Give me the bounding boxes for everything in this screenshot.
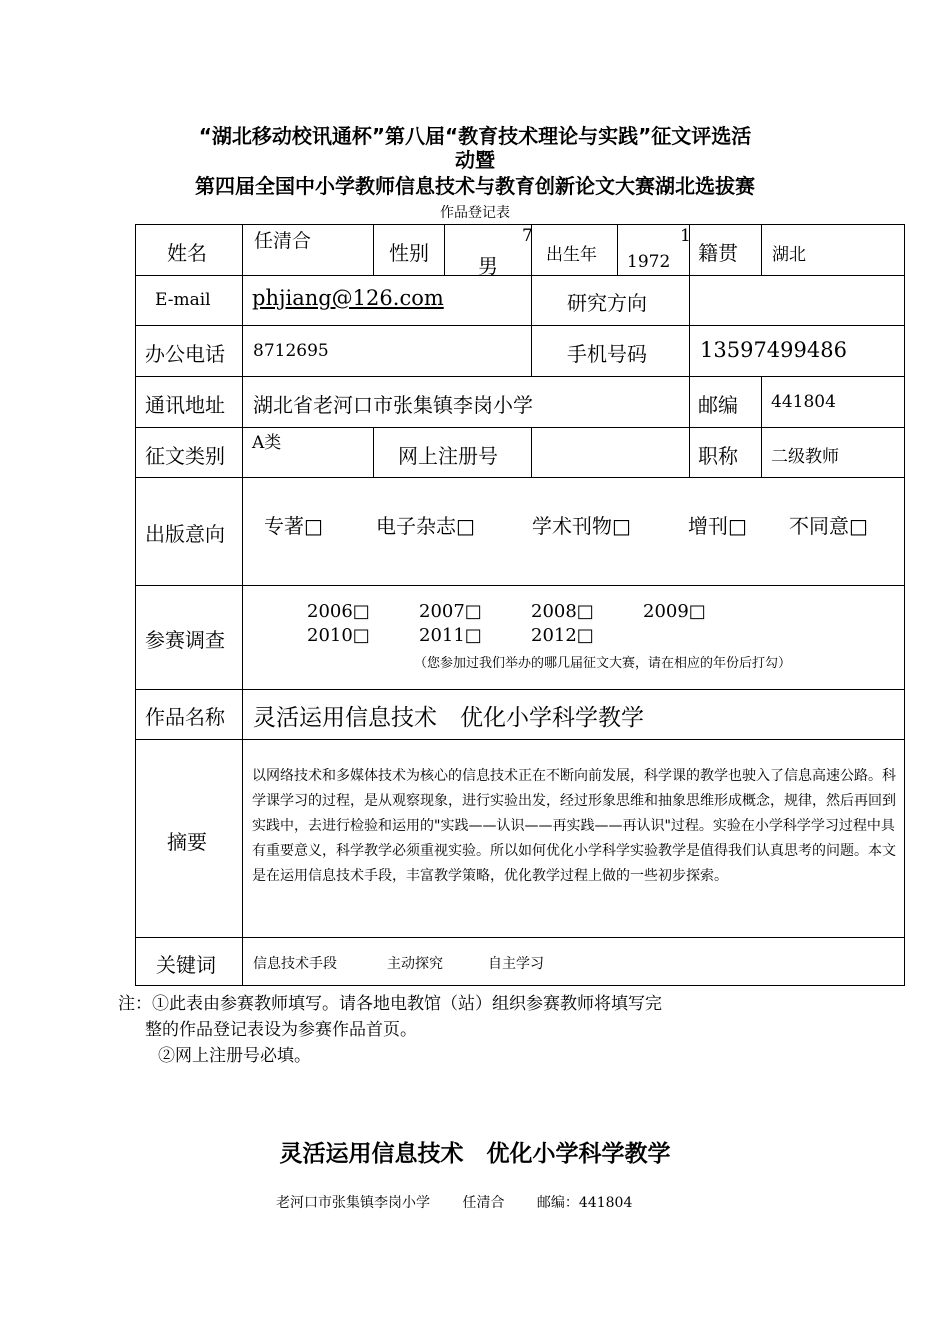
paper-school: 老河口市张集镇李岗小学	[276, 1195, 430, 1211]
publish-option-disagree[interactable]: 不同意□	[789, 514, 868, 538]
gender-stray-digit: 7	[522, 226, 533, 246]
name-label: 姓名	[167, 241, 207, 265]
keyword-item: 信息技术手段	[253, 956, 337, 972]
origin-value: 湖北	[772, 245, 806, 265]
gender-label: 性别	[389, 241, 429, 265]
table-column-divider	[617, 224, 618, 275]
publish-option-journal[interactable]: 学术刊物□	[532, 514, 631, 538]
publish-option-supplement[interactable]: 增刊□	[688, 514, 747, 538]
keywords-label: 关键词	[156, 953, 216, 977]
gender-value: 男	[478, 254, 498, 278]
table-row-divider	[135, 937, 905, 938]
paper-byline	[276, 1192, 660, 1212]
table-row-divider	[135, 376, 905, 377]
publish-option-e-magazine[interactable]: 电子杂志□	[376, 514, 475, 538]
table-border-right	[904, 224, 905, 986]
category-label: 征文类别	[145, 444, 225, 468]
origin-label: 籍贯	[698, 241, 738, 265]
job-title-value: 二级教师	[771, 447, 839, 467]
note-line-3: ②网上注册号必填。	[158, 1046, 311, 1066]
name-value: 任清合	[254, 230, 312, 252]
paper-title: 灵活运用信息技术 优化小学科学教学	[279, 1141, 671, 1167]
survey-hint: （您参加过我们举办的哪几届征文大赛，请在相应的年份后打勾）	[414, 656, 792, 671]
table-column-divider	[373, 224, 374, 275]
table-row-divider	[135, 427, 905, 428]
table-row-divider	[135, 739, 905, 740]
postcode-value: 441804	[771, 392, 836, 412]
category-value: A类	[252, 433, 282, 453]
office-phone-label: 办公电话	[145, 342, 225, 366]
table-column-divider	[444, 224, 445, 275]
address-value: 湖北省老河口市张集镇李岗小学	[253, 393, 533, 417]
mobile-label: 手机号码	[567, 342, 647, 366]
survey-year-2012[interactable]: 2012□	[531, 625, 594, 646]
main-title-line-3: 第四届全国中小学教师信息技术与教育创新论文大赛湖北选拔赛	[195, 174, 755, 198]
work-title-value: 灵活运用信息技术 优化小学科学教学	[253, 705, 644, 731]
table-row-divider	[135, 689, 905, 690]
office-phone-value: 8712695	[253, 341, 329, 361]
birth-stray-digit: 1	[680, 226, 691, 246]
survey-year-2007[interactable]: 2007□	[419, 601, 482, 622]
registration-number-label: 网上注册号	[398, 444, 498, 468]
survey-label: 参赛调查	[145, 628, 225, 652]
survey-year-2009[interactable]: 2009□	[643, 601, 706, 622]
paper-postcode: 邮编：441804	[536, 1195, 633, 1211]
job-title-label: 职称	[698, 444, 738, 468]
note-line-1: 注：①此表由参赛教师填写。请各地电教馆（站）组织参赛教师将填写完	[118, 994, 662, 1014]
email-value: phjiang@126.com	[252, 286, 444, 310]
table-border-left	[135, 224, 136, 986]
address-label: 通讯地址	[145, 393, 225, 417]
table-column-divider	[531, 224, 532, 376]
publish-intent-label: 出版意向	[145, 522, 225, 546]
survey-year-2011[interactable]: 2011□	[419, 625, 482, 646]
email-label: E-mail	[155, 290, 211, 310]
paper-author: 任清合	[462, 1195, 505, 1211]
table-column-divider	[689, 224, 690, 477]
table-row-divider	[135, 275, 905, 276]
table-border-bottom	[135, 985, 905, 986]
research-direction-label: 研究方向	[567, 291, 647, 315]
table-row-divider	[135, 477, 905, 478]
publish-option-monograph[interactable]: 专著□	[264, 514, 323, 538]
table-column-divider	[761, 224, 762, 275]
note-line-2: 整的作品登记表设为参赛作品首页。	[145, 1020, 417, 1040]
table-column-divider	[761, 376, 762, 477]
keyword-item: 主动探究	[387, 956, 443, 972]
survey-year-2008[interactable]: 2008□	[531, 601, 594, 622]
birth-value: 1972	[627, 252, 671, 272]
table-column-divider	[531, 427, 532, 477]
main-title-line-1: “湖北移动校讯通杯”第八届“教育技术理论与实践”征文评选活	[198, 124, 752, 148]
keyword-item: 自主学习	[488, 956, 544, 972]
table-column-divider	[242, 224, 243, 986]
postcode-label: 邮编	[698, 393, 738, 417]
form-caption: 作品登记表	[440, 205, 510, 221]
table-row-divider	[135, 325, 905, 326]
birth-label: 出生年	[546, 245, 597, 265]
work-title-label: 作品名称	[145, 705, 225, 729]
abstract-text: 以网络技术和多媒体技术为核心的信息技术正在不断向前发展，科学课的教学也驶入了信息高速公路。科学课学习的过程，是从观察现象，进行实验出发，经过形象思维和抽象思维形成概念，规律，然后再回到实践中，去进行检验和运用的"实践——认识——再实践——再认识"过程。实验在小学科学学习过程中具有重要意义，科学教学必须重视实验。所以如何优化小学科学实验教学是值得我们认真思考的问题。本文是在运用信息技术手段，丰富教学策略，优化教学过程上做的一些初步探索。	[252, 768, 896, 884]
table-border-top	[135, 224, 905, 225]
survey-year-2010[interactable]: 2010□	[307, 625, 370, 646]
table-row-divider	[135, 585, 905, 586]
main-title-line-2: 动暨	[455, 148, 495, 172]
abstract-label: 摘要	[167, 830, 207, 854]
table-column-divider	[373, 427, 374, 477]
survey-year-2006[interactable]: 2006□	[307, 601, 370, 622]
mobile-value: 13597499486	[700, 338, 847, 362]
